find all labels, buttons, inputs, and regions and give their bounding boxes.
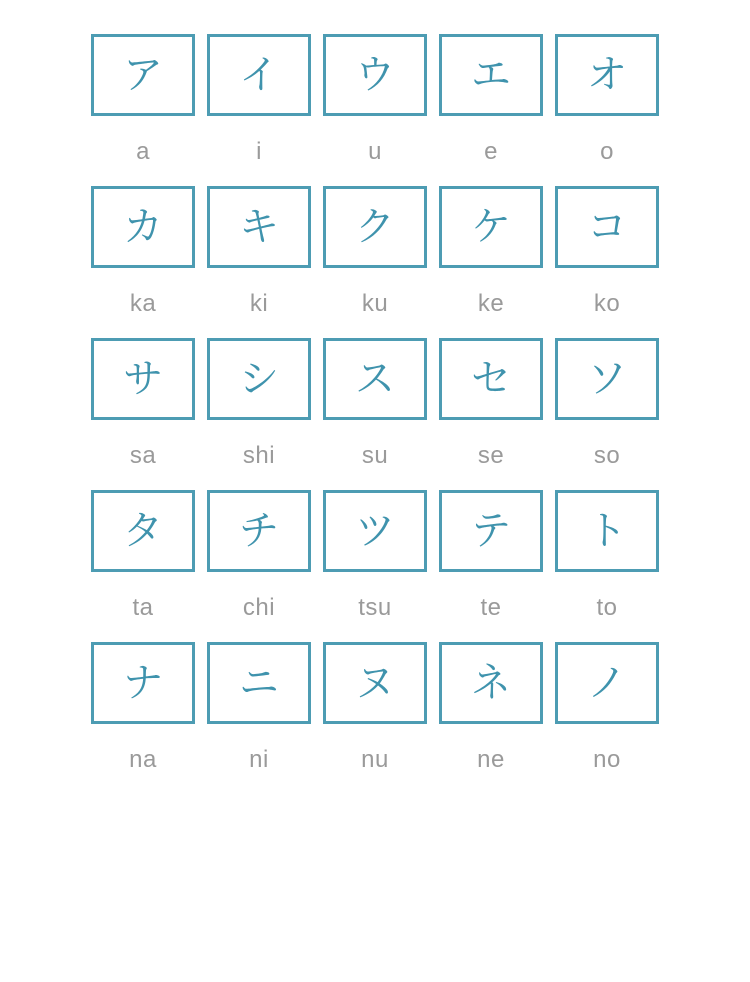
- kana-romaji: su: [361, 442, 389, 469]
- kana-romaji: to: [596, 594, 618, 621]
- kana-romaji: nu: [361, 746, 389, 773]
- kana-box[interactable]: [555, 490, 659, 572]
- kana-box[interactable]: [555, 34, 659, 116]
- kana-row: [85, 490, 665, 620]
- kana-romaji: sa: [129, 442, 157, 469]
- kana-romaji: te: [480, 594, 502, 621]
- kana-box[interactable]: [91, 642, 195, 724]
- kana-romaji: tsu: [358, 594, 392, 621]
- kana-cell[interactable]: [317, 186, 433, 316]
- kana-box[interactable]: [91, 490, 195, 572]
- kana-cell[interactable]: [201, 338, 317, 468]
- kana-box[interactable]: [555, 186, 659, 268]
- kana-box[interactable]: [323, 186, 427, 268]
- kana-character: ト: [587, 508, 627, 554]
- kana-character: ネ: [471, 660, 511, 706]
- kana-character: キ: [239, 204, 279, 250]
- kana-cell[interactable]: [433, 186, 549, 316]
- kana-cell[interactable]: [549, 186, 665, 316]
- kana-box[interactable]: [323, 338, 427, 420]
- kana-character: エ: [471, 52, 511, 98]
- kana-row: [85, 34, 665, 164]
- kana-cell[interactable]: [85, 642, 201, 772]
- kana-romaji: ta: [132, 594, 154, 621]
- kana-box[interactable]: [91, 34, 195, 116]
- kana-box[interactable]: [207, 186, 311, 268]
- kana-cell[interactable]: [201, 34, 317, 164]
- kana-box[interactable]: [207, 34, 311, 116]
- kana-character: ソ: [587, 356, 627, 402]
- kana-romaji: se: [477, 442, 505, 469]
- kana-row: [85, 186, 665, 316]
- kana-character: タ: [123, 508, 163, 554]
- kana-romaji: ne: [477, 746, 505, 773]
- kana-box[interactable]: [323, 34, 427, 116]
- kana-box[interactable]: [323, 490, 427, 572]
- kana-cell[interactable]: [85, 338, 201, 468]
- kana-character: ヌ: [355, 660, 395, 706]
- kana-box[interactable]: [207, 490, 311, 572]
- kana-romaji: o: [600, 138, 614, 165]
- kana-cell[interactable]: [433, 490, 549, 620]
- kana-character: カ: [123, 204, 163, 250]
- kana-cell[interactable]: [433, 338, 549, 468]
- kana-row: [85, 642, 665, 772]
- kana-cell[interactable]: [317, 338, 433, 468]
- kana-character: シ: [239, 356, 279, 402]
- kana-character: ナ: [123, 660, 163, 706]
- kana-character: テ: [471, 508, 511, 554]
- kana-box[interactable]: [207, 642, 311, 724]
- kana-box[interactable]: [439, 34, 543, 116]
- kana-romaji: e: [484, 138, 498, 165]
- kana-cell[interactable]: [317, 490, 433, 620]
- kana-cell[interactable]: [433, 34, 549, 164]
- kana-romaji: ke: [477, 290, 505, 317]
- kana-character: イ: [239, 52, 279, 98]
- kana-character: セ: [471, 356, 511, 402]
- kana-romaji: na: [129, 746, 157, 773]
- kana-character: サ: [123, 356, 163, 402]
- kana-box[interactable]: [91, 186, 195, 268]
- kana-cell[interactable]: [317, 34, 433, 164]
- kana-box[interactable]: [439, 490, 543, 572]
- kana-romaji: ku: [361, 290, 389, 317]
- kana-romaji: no: [593, 746, 621, 773]
- kana-character: コ: [587, 204, 627, 250]
- kana-character: ス: [355, 356, 395, 402]
- kana-cell[interactable]: [549, 34, 665, 164]
- kana-character: ノ: [587, 660, 627, 706]
- kana-cell[interactable]: [201, 642, 317, 772]
- kana-box[interactable]: [207, 338, 311, 420]
- kana-row: [85, 338, 665, 468]
- kana-romaji: ki: [249, 290, 269, 317]
- kana-romaji: i: [256, 138, 262, 165]
- kana-cell[interactable]: [85, 34, 201, 164]
- kana-box[interactable]: [439, 338, 543, 420]
- kana-romaji: so: [593, 442, 621, 469]
- kana-character: ア: [123, 52, 163, 98]
- kana-romaji: a: [136, 138, 150, 165]
- kana-box[interactable]: [91, 338, 195, 420]
- kana-character: チ: [239, 508, 279, 554]
- kana-character: ウ: [355, 52, 395, 98]
- kana-romaji: u: [368, 138, 382, 165]
- kana-romaji: ka: [129, 290, 157, 317]
- kana-character: オ: [587, 52, 627, 98]
- kana-box[interactable]: [555, 642, 659, 724]
- kana-romaji: ni: [249, 746, 269, 773]
- kana-cell[interactable]: [549, 338, 665, 468]
- kana-romaji: shi: [242, 442, 276, 469]
- kana-character: ツ: [355, 508, 395, 554]
- kana-box[interactable]: [439, 642, 543, 724]
- kana-cell[interactable]: [549, 490, 665, 620]
- kana-cell[interactable]: [549, 642, 665, 772]
- kana-romaji: chi: [242, 594, 276, 621]
- kana-box[interactable]: [323, 642, 427, 724]
- kana-cell[interactable]: [433, 642, 549, 772]
- kana-cell[interactable]: [201, 490, 317, 620]
- kana-romaji: ko: [593, 290, 621, 317]
- kana-cell[interactable]: [85, 490, 201, 620]
- kana-cell[interactable]: [201, 186, 317, 316]
- kana-box[interactable]: [555, 338, 659, 420]
- kana-box[interactable]: [439, 186, 543, 268]
- kana-cell[interactable]: [85, 186, 201, 316]
- kana-character: ニ: [239, 660, 279, 706]
- kana-cell[interactable]: [317, 642, 433, 772]
- kana-character: ケ: [471, 204, 511, 250]
- kana-character: ク: [355, 204, 395, 250]
